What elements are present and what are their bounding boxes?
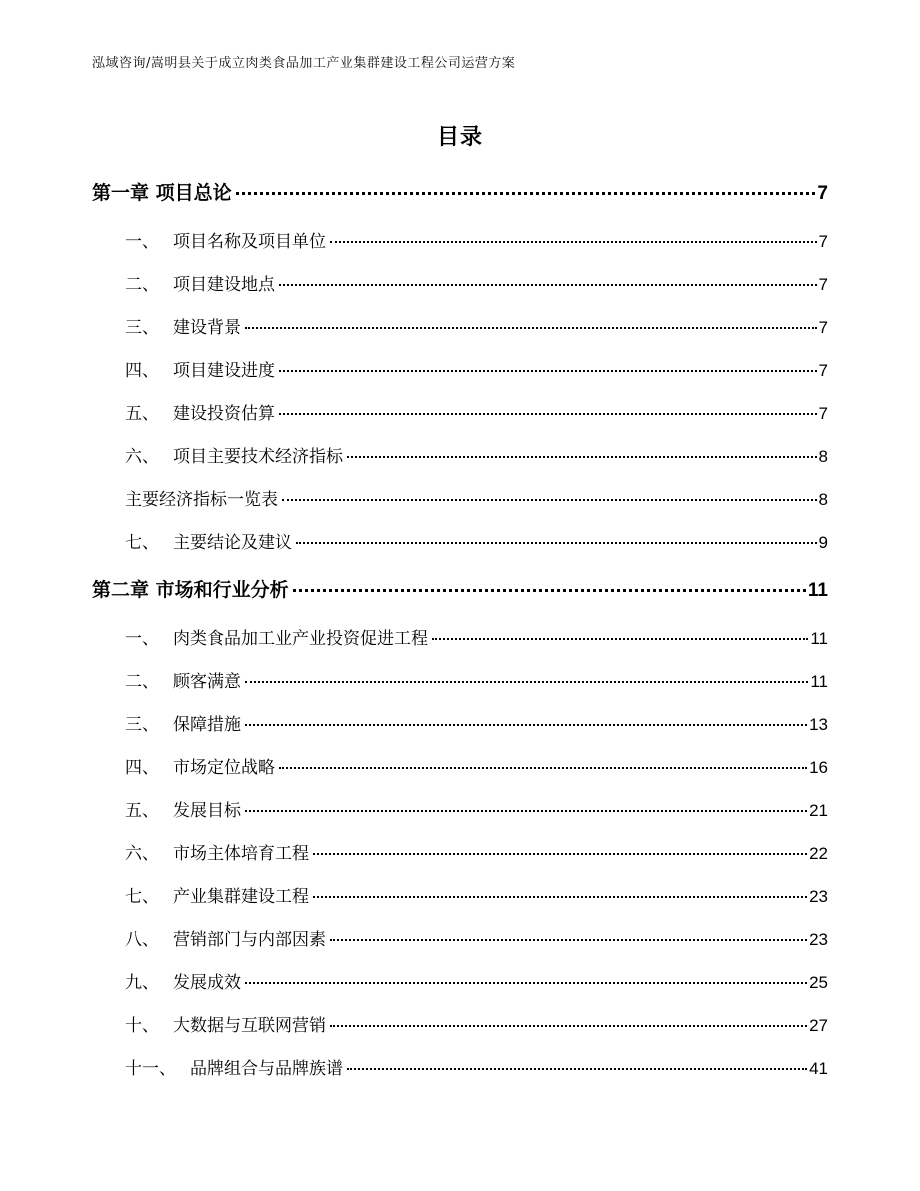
toc-dot-leader	[245, 982, 807, 984]
toc-section-number: 六、	[125, 447, 159, 467]
toc-section-number: 五、	[125, 801, 159, 821]
toc-page-number: 11	[810, 672, 828, 691]
toc-section-text: 发展目标	[173, 801, 241, 821]
toc-dot-leader	[245, 724, 807, 726]
toc-dot-leader	[330, 1025, 807, 1027]
toc-section-title	[125, 882, 309, 907]
toc-section-number: 二、	[125, 672, 159, 692]
toc-section-text: 项目名称及项目单位	[173, 232, 326, 252]
toc-section-entry[interactable]	[92, 710, 828, 735]
toc-section-entry[interactable]	[92, 796, 828, 821]
toc-chapter-entry[interactable]	[92, 575, 828, 602]
toc-section-text: 市场主体培育工程	[173, 844, 309, 864]
toc-section-number: 一、	[125, 232, 159, 252]
toc-page-number: 41	[809, 1059, 828, 1078]
toc-section-text: 产业集群建设工程	[173, 887, 309, 907]
toc-section-entry[interactable]	[92, 968, 828, 993]
toc-section-title	[125, 839, 309, 864]
toc-section-entry[interactable]	[92, 1011, 828, 1036]
toc-chapter-entry[interactable]	[92, 178, 828, 205]
toc-dot-leader	[282, 499, 817, 501]
toc-section-title	[125, 1054, 343, 1079]
toc-page-number: 11	[807, 580, 828, 601]
toc-section-title	[125, 796, 241, 821]
toc-section-number: 七、	[125, 533, 159, 553]
toc-section-title	[125, 753, 275, 778]
toc-section-title	[125, 399, 275, 424]
toc-page-number: 7	[818, 318, 828, 337]
toc-page-number: 7	[818, 404, 828, 423]
toc-dot-leader	[313, 853, 807, 855]
toc-dot-leader	[245, 327, 817, 329]
toc-section-text: 大数据与互联网营销	[173, 1016, 326, 1036]
toc-section-entry[interactable]	[92, 839, 828, 864]
toc-section-number: 十一、	[125, 1059, 176, 1079]
toc-page-number: 23	[809, 930, 828, 949]
toc-section-number: 三、	[125, 715, 159, 735]
toc-section-text: 主要经济指标一览表	[125, 490, 278, 510]
toc-dot-leader	[279, 284, 817, 286]
toc-section-entry[interactable]	[92, 356, 828, 381]
toc-section-text: 建设投资估算	[173, 404, 275, 424]
toc-section-text: 项目建设进度	[173, 361, 275, 381]
toc-section-entry[interactable]	[92, 925, 828, 950]
toc-section-entry[interactable]	[92, 1054, 828, 1079]
toc-dot-leader	[245, 810, 807, 812]
toc-chapter-title: 第二章 市场和行业分析	[92, 579, 289, 601]
toc-section-entry[interactable]	[92, 313, 828, 338]
toc-section-title	[125, 667, 241, 692]
toc-page-number: 11	[810, 629, 828, 648]
toc-section-title	[125, 624, 428, 649]
toc-section-title	[125, 528, 292, 553]
toc-section-number: 五、	[125, 404, 159, 424]
toc-page-number: 25	[809, 973, 828, 992]
toc-chapter-title: 第一章 项目总论	[92, 182, 232, 204]
toc-dot-leader	[236, 192, 816, 195]
table-of-contents	[92, 178, 828, 1079]
toc-page-number: 7	[818, 361, 828, 380]
toc-page-number: 13	[809, 715, 828, 734]
toc-section-entry[interactable]	[92, 270, 828, 295]
toc-section-text: 主要结论及建议	[173, 533, 292, 553]
toc-section-entry[interactable]	[92, 624, 828, 649]
toc-section-number: 四、	[125, 758, 159, 778]
toc-section-title	[125, 968, 241, 993]
toc-dot-leader	[296, 542, 817, 544]
toc-section-text: 肉类食品加工业产业投资促进工程	[173, 629, 428, 649]
toc-dot-leader	[330, 241, 817, 243]
toc-section-number: 九、	[125, 973, 159, 993]
toc-section-title	[125, 313, 241, 338]
toc-dot-leader	[347, 1068, 807, 1070]
toc-page-number: 9	[818, 533, 828, 552]
toc-section-text: 发展成效	[173, 973, 241, 993]
toc-section-title	[125, 1011, 326, 1036]
toc-section-number: 一、	[125, 629, 159, 649]
toc-section-number: 二、	[125, 275, 159, 295]
toc-dot-leader	[245, 681, 808, 683]
toc-section-entry[interactable]	[92, 485, 828, 510]
toc-section-entry[interactable]	[92, 399, 828, 424]
toc-section-text: 项目建设地点	[173, 275, 275, 295]
toc-page-number: 21	[809, 801, 828, 820]
toc-section-entry[interactable]	[92, 442, 828, 467]
toc-dot-leader	[279, 413, 817, 415]
toc-section-entry[interactable]	[92, 528, 828, 553]
toc-section-title	[125, 270, 275, 295]
toc-page-number: 16	[809, 758, 828, 777]
toc-section-title	[125, 925, 326, 950]
toc-page-number: 22	[809, 844, 828, 863]
toc-section-title	[125, 710, 241, 735]
toc-section-title	[125, 485, 278, 510]
toc-dot-leader	[330, 939, 807, 941]
toc-section-text: 保障措施	[173, 715, 241, 735]
toc-section-title	[125, 356, 275, 381]
toc-page-number: 8	[818, 490, 828, 509]
toc-page-number: 23	[809, 887, 828, 906]
toc-section-text: 品牌组合与品牌族谱	[190, 1059, 343, 1079]
toc-section-text: 顾客满意	[173, 672, 241, 692]
toc-section-entry[interactable]	[92, 227, 828, 252]
toc-section-text: 建设背景	[173, 318, 241, 338]
running-header: 泓域咨询/嵩明县关于成立肉类食品加工产业集群建设工程公司运营方案	[92, 56, 516, 71]
toc-section-entry[interactable]	[92, 882, 828, 907]
toc-page-number: 8	[818, 447, 828, 466]
toc-section-number: 十、	[125, 1016, 159, 1036]
toc-section-text: 市场定位战略	[173, 758, 275, 778]
toc-section-number: 三、	[125, 318, 159, 338]
toc-section-number: 六、	[125, 844, 159, 864]
toc-dot-leader	[313, 896, 807, 898]
toc-section-text: 营销部门与内部因素	[173, 930, 326, 950]
toc-section-entry[interactable]	[92, 667, 828, 692]
toc-section-number: 四、	[125, 361, 159, 381]
toc-dot-leader	[293, 589, 806, 592]
toc-dot-leader	[432, 638, 808, 640]
toc-section-text: 项目主要技术经济指标	[173, 447, 343, 467]
toc-page-number: 7	[817, 183, 828, 204]
toc-section-number: 七、	[125, 887, 159, 907]
page-title: 目录	[436, 125, 483, 150]
toc-page-number: 27	[809, 1016, 828, 1035]
toc-page-number: 7	[818, 232, 828, 251]
toc-dot-leader	[279, 767, 807, 769]
toc-section-number: 八、	[125, 930, 159, 950]
toc-dot-leader	[279, 370, 817, 372]
toc-page-number: 7	[818, 275, 828, 294]
toc-section-entry[interactable]	[92, 753, 828, 778]
toc-dot-leader	[347, 456, 817, 458]
toc-section-title	[125, 227, 326, 252]
toc-section-title	[125, 442, 343, 467]
